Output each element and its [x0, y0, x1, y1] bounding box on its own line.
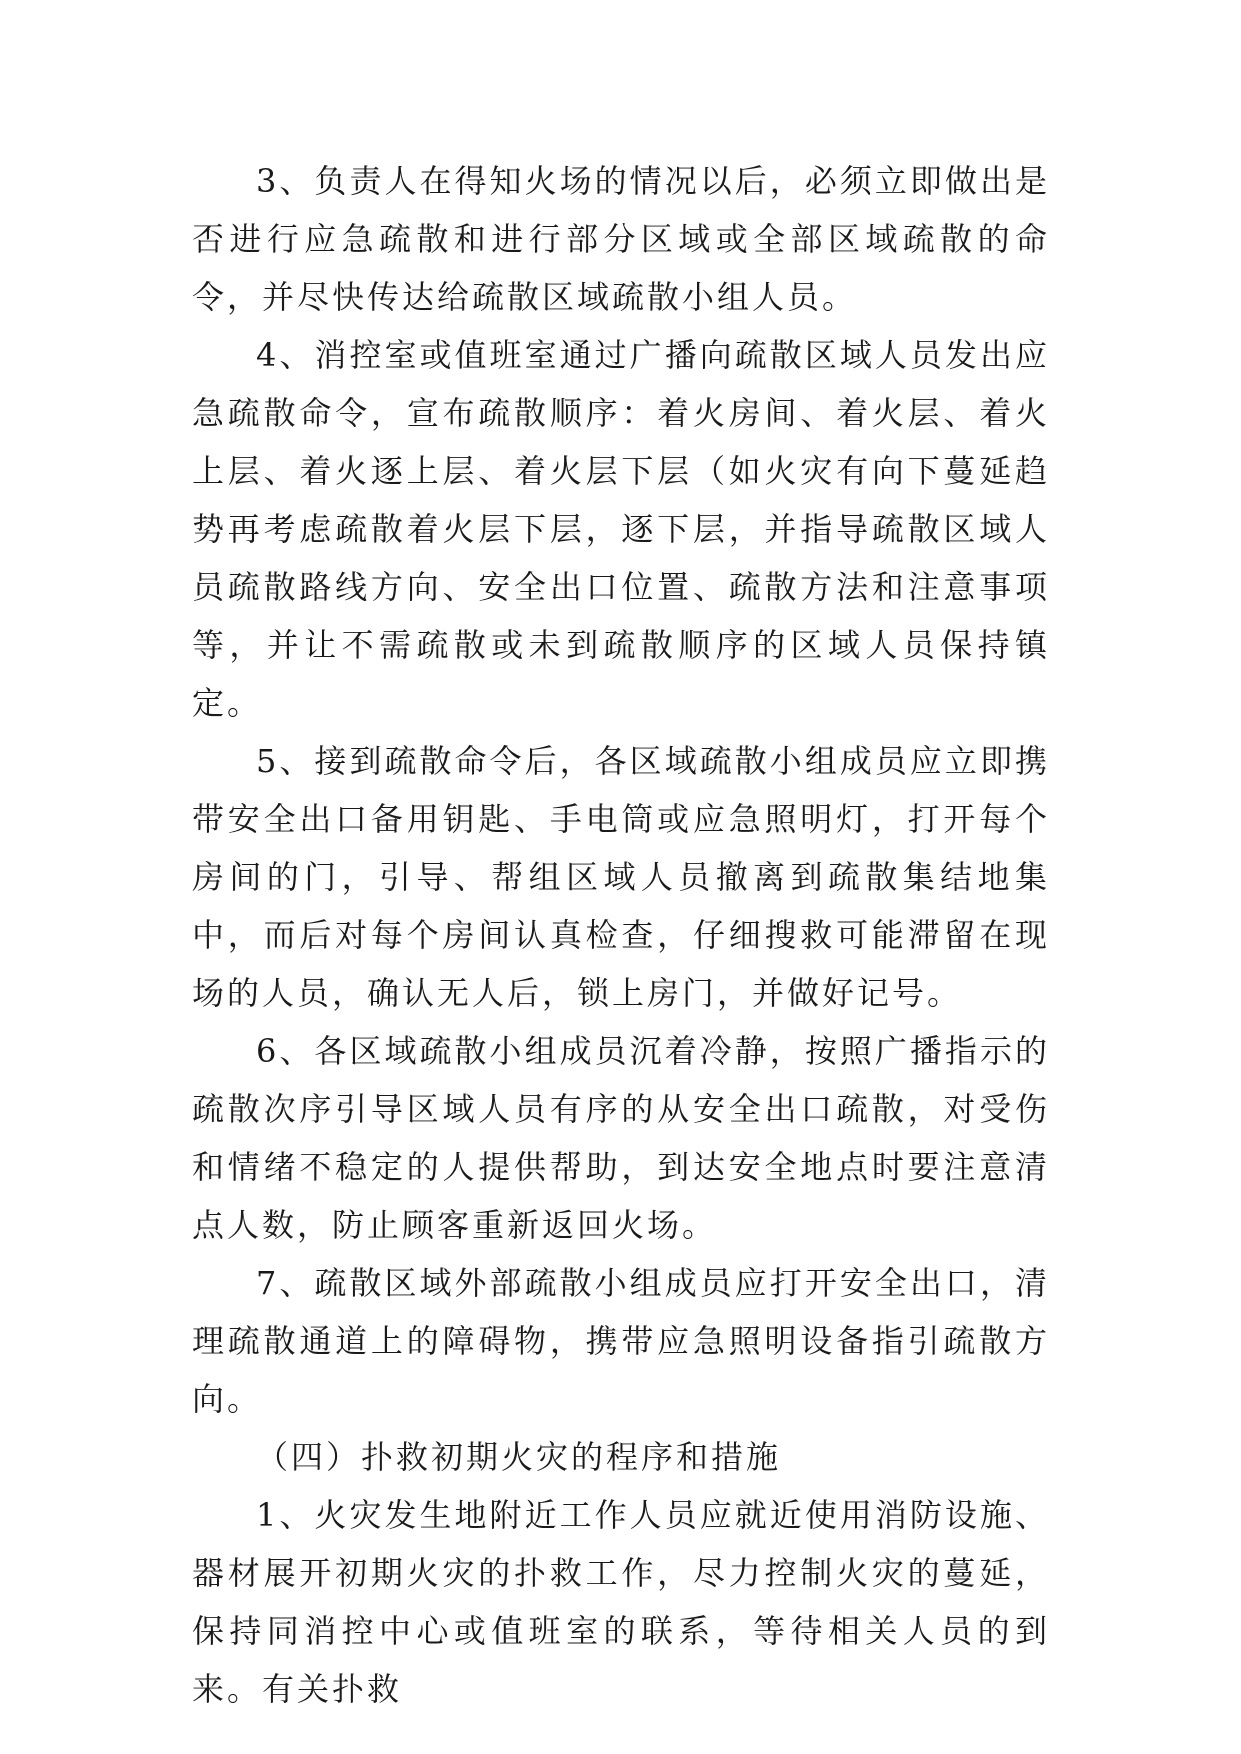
section-heading: （四）扑救初期火灾的程序和措施	[256, 1438, 782, 1476]
paragraph-item-3: 3、负责人在得知火场的情况以后，必须立即做出是否进行应急疏散和进行部分区域或全部区域疏散的命令，并尽快传达给疏散区域疏散小组人员。	[192, 162, 1050, 316]
paragraph-item-6: 6、各区域疏散小组成员沉着冷静，按照广播指示的疏散次序引导区域人员有序的从安全出口疏散，对受伤和情绪不稳定的人提供帮助，到达安全地点时要注意清点人数，防止顾客重新返回火场。	[192, 1032, 1050, 1244]
paragraph-item-1: 1、火灾发生地附近工作人员应就近使用消防设施、器材展开初期火灾的扑救工作，尽力控制火灾的蔓延，保持同消控中心或值班室的联系，等待相关人员的到来。有关扑救	[192, 1496, 1050, 1708]
document-body	[192, 152, 1050, 1718]
paragraph-item-5: 5、接到疏散命令后，各区域疏散小组成员应立即携带安全出口备用钥匙、手电筒或应急照明灯，打开每个房间的门，引导、帮组区域人员撤离到疏散集结地集中，而后对每个房间认真检查，仔细搜救可能滞留在现场的人员，确认无人后，锁上房门，并做好记号。	[192, 742, 1050, 1012]
paragraph-item-4: 4、消控室或值班室通过广播向疏散区域人员发出应急疏散命令，宣布疏散顺序：着火房间、着火层、着火上层、着火逐上层、着火层下层（如火灾有向下蔓延趋势再考虑疏散着火层下层，逐下层，并指导疏散区域人员疏散路线方向、安全出口位置、疏散方法和注意事项等，并让不需疏散或未到疏散顺序的区域人员保持镇定。	[192, 336, 1050, 722]
paragraph-item-7: 7、疏散区域外部疏散小组成员应打开安全出口，清理疏散通道上的障碍物，携带应急照明设备指引疏散方向。	[192, 1264, 1050, 1418]
